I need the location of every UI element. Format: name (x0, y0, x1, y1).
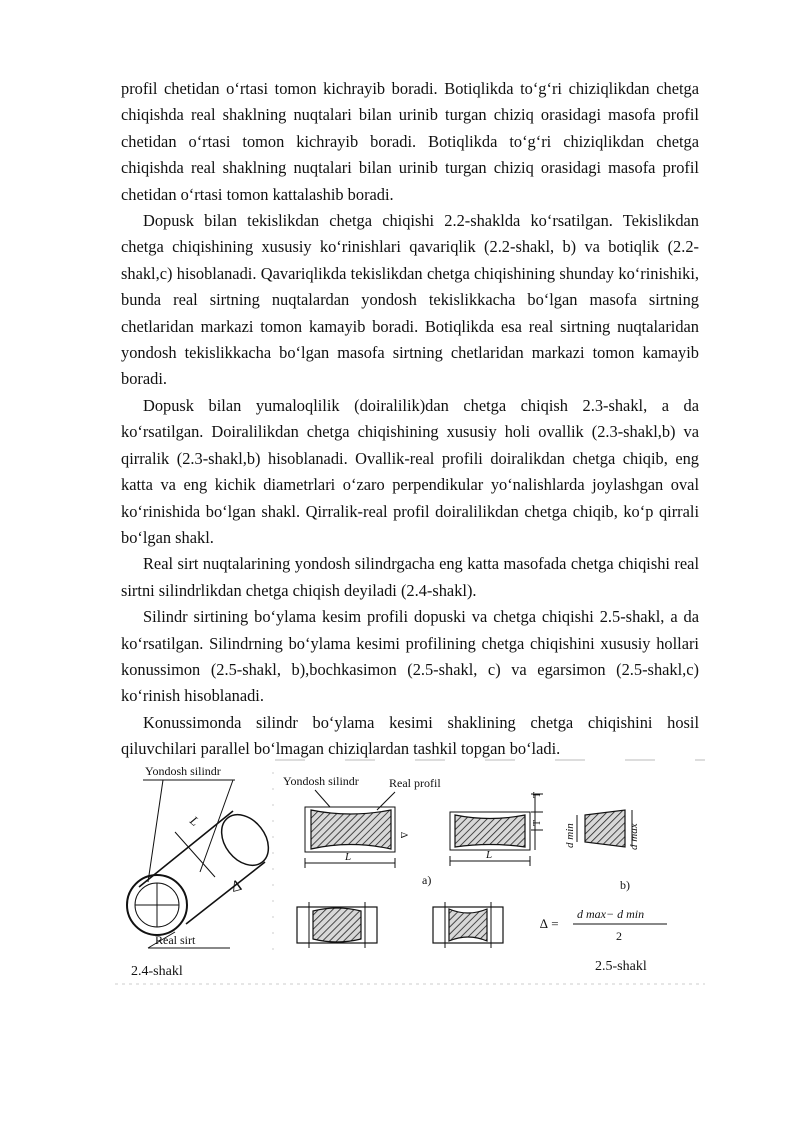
fig24-caption: 2.4-shakl (131, 964, 183, 979)
paragraph-4: Real sirt nuqtalarining yondosh silindrgacha eng katta masofada chetga chiqishi real sirtni silindrlikdan chetga chiqish deyiladi (2.4-shakl). (121, 554, 699, 600)
paragraph-2: Dopusk bilan tekislikdan chetga chiqishi 2.2-shaklda ko‘rsatilgan. Tekislikdan chetga chiqishining xususiy ko‘rinishlari qavariqlik (2.2-shakl, b) va botiqlik (2.2-shakl,c) hisoblanadi. Qavariqlikda tekislikdan chetga chiqishining shunday ko‘rinishiki, bunda real sirtning nuqtalardan yondosh tekislikkacha bo‘lgan masofa sirtning chetlaridan markazi tomon kamayib boradi. Botiqlikda esa real sirtning nuqtalaridan yondosh tekislikkacha bo‘lgan masofa sirtning chetlaridan markazi tomon kamayib boradi. (121, 211, 699, 389)
fig25-label-T2: T (532, 819, 543, 826)
fig24-label-L: L (187, 812, 203, 829)
paragraph-6: Konussimonda silindr bo‘ylama kesimi shaklining chetga chiqishini hosil qiluvchilari parallel bo‘lmagan chiziqlardan tashkil topgan bo‘ladi. (121, 712, 699, 759)
figures (115, 752, 705, 992)
body-text (121, 76, 699, 763)
formula-lhs: ∆ = (540, 916, 559, 931)
fig25-profile-a1 (305, 807, 409, 868)
paragraph-1: profil chetidan o‘rtasi tomon kichrayib boradi. Botiqlikda to‘g‘ri chiziqlikdan chetga chiqishda real shaklning nuqtalari bilan urinib turgan chiziq orasidagi masofa profil chetidan o‘rtasi tomon kichrayib boradi. Botiqlikda to‘g‘ri chiziqlikdan chetga chiqishda real shaklning nuqtalari bilan urinib turgan chiziq orasidagi masofa profil chetidan o‘rtasi tomon kattalashib boradi. (121, 79, 699, 204)
fig25-label-T1: T (532, 791, 543, 798)
fig25-label-dmin: d min (564, 823, 576, 848)
fig25-label-L1: L (345, 851, 352, 863)
fig25-profile-c2 (433, 902, 503, 948)
fig25-label-a: a) (422, 873, 432, 887)
fig24-label-yondosh: Yondosh silindr (145, 764, 221, 778)
paragraph-3: Dopusk bilan yumaloqlilik (doiralilik)dan chetga chiqish 2.3-shakl, a da ko‘rsatilgan. Doiralilikdan chetga chiqishining xususiy holi ovallik (2.3-shakl,b) va qirralik (2.3-shakl,b) hisoblanadi. Ovallik-real profili doiralikdan chetga chiqib, eng katta va eng kichik diametrlari o‘zaro perpendikular yo‘nalishlarda joylashgan oval ko‘rinishida bo‘lgan shakl. Qirralik-real profil doiralilikdan chetga chiqib, ko‘p qirrali bo‘lgan shakl. (121, 395, 699, 547)
fig25-profile-a2 (450, 792, 543, 866)
fig25-profile-c1 (297, 902, 377, 948)
fig25-label-dmax: d max (628, 823, 640, 850)
fig25-label-real: Real profil (389, 776, 441, 790)
fig25-label-b: b) (620, 878, 630, 892)
fig25-caption: 2.5-shakl (595, 959, 647, 974)
paragraph-5: Silindr sirtining bo‘ylama kesim profili dopuski va chetga chiqishi 2.5-shakl, a da ko‘rsatilgan. Silindrning bo‘ylama kesimi profilining chetga chiqishini xususiy hollari konussimon (2.5-shakl, b),bochkasimon (2.5-shakl, c) va egarsimon (2.5-shakl,c) ko‘rinish hisoblanadi. (121, 607, 699, 706)
fig25-label-L2: L (486, 849, 493, 861)
formula-denominator: 2 (616, 929, 622, 943)
formula-numerator: d max− d min (577, 907, 645, 921)
fig25-profile-b (564, 810, 640, 850)
fig24-label-real: Real sirt (155, 933, 196, 947)
fig25-label-yondosh: Yondosh silindr (283, 774, 359, 788)
fig25-formula (540, 907, 667, 943)
figure-2-5 (283, 774, 667, 974)
fig24-label-delta: ∆ (229, 876, 244, 896)
fig25-label-delta: ∆ (398, 832, 409, 839)
figure-2-4 (127, 764, 278, 979)
